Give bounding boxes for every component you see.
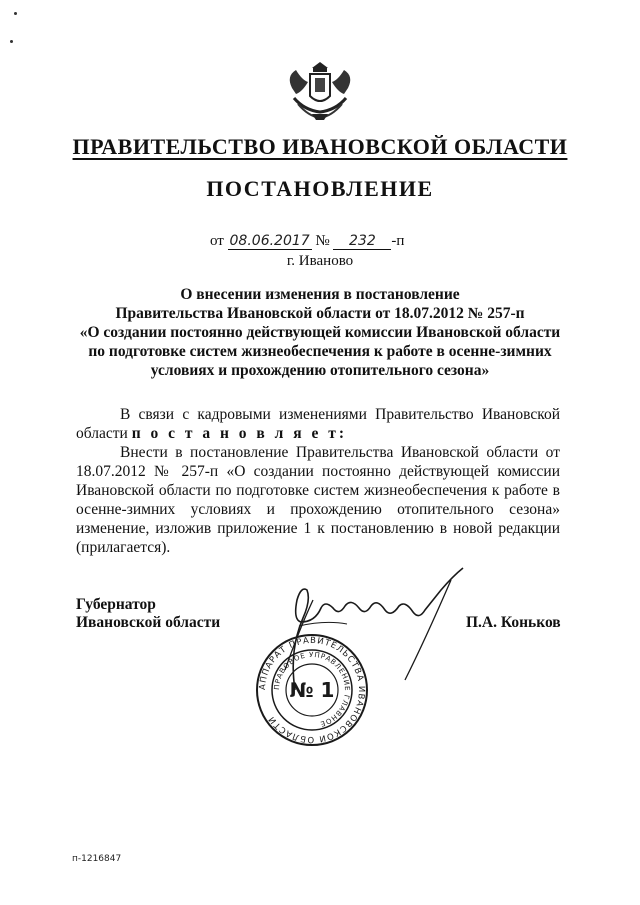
subject-line: по подготовке систем жизнеобеспечения к работе в осенне-зимних xyxy=(88,343,552,360)
city-name: г. Иваново xyxy=(286,253,354,269)
organization-title-text: ПРАВИТЕЛЬСТВО ИВАНОВСКОЙ ОБЛАСТИ xyxy=(72,134,568,159)
stamp-ring-text: АППАРАТ ПРАВИТЕЛЬСТВА ИВАНОВСКОЙ ОБЛАСТИ xyxy=(257,635,367,745)
coat-of-arms-emblem xyxy=(282,58,358,126)
document-type-heading: ПОСТАНОВЛЕНИЕ xyxy=(206,176,434,201)
subject-line: О внесении изменения в постановление xyxy=(180,286,460,303)
signatory-title-line: Губернатор xyxy=(76,596,156,613)
organization-title xyxy=(0,134,640,160)
scan-speck xyxy=(10,40,13,43)
number-value: 232 xyxy=(333,233,391,250)
stamp-inner-text: ПРАВОВОЕ УПРАВЛЕНИЕ ГЛАВНОЕ xyxy=(272,650,352,729)
signatory-title xyxy=(76,596,220,632)
handwritten-signature xyxy=(255,560,465,700)
date-prefix: от xyxy=(210,233,224,249)
subject-line: «О создании постоянно действующей комиссии Ивановской области xyxy=(79,324,561,341)
signatory-title-line: Ивановской области xyxy=(76,614,221,631)
subject-line: условиях и прохождению отопительного сезона» xyxy=(150,362,490,379)
scan-speck xyxy=(14,12,17,15)
paragraph-resolution: Внести в постановление Правительства Ивановской области от 18.07.2012 № 257-п «О создании постоянно действующей комиссии Ивановской области по подготовке систем жизнеобеспечения к работе в осенне-зимних условиях и прохождению отопительного сезона» изменение, изложив приложение 1 к постановлению в новой редакции (прилагается). xyxy=(76,444,560,556)
decree-word: п о с т а н о в л я е т: xyxy=(131,425,348,442)
number-prefix: № xyxy=(315,233,330,249)
preamble-text: В связи с кадровыми изменениями Правительство Ивановской области xyxy=(76,406,560,442)
subject-line: Правительства Ивановской области от 18.07.2012 № 257-п xyxy=(115,305,525,322)
paragraph-preamble xyxy=(76,405,560,443)
stamp-number: № 1 xyxy=(289,678,335,702)
document-subject xyxy=(0,285,640,380)
date-number-line xyxy=(210,233,404,250)
signatory-name: П.А. Коньков xyxy=(466,614,561,631)
document-code: п-1216847 xyxy=(72,854,122,864)
number-suffix: -п xyxy=(391,233,405,249)
date-value: 08.06.2017 xyxy=(229,233,310,249)
